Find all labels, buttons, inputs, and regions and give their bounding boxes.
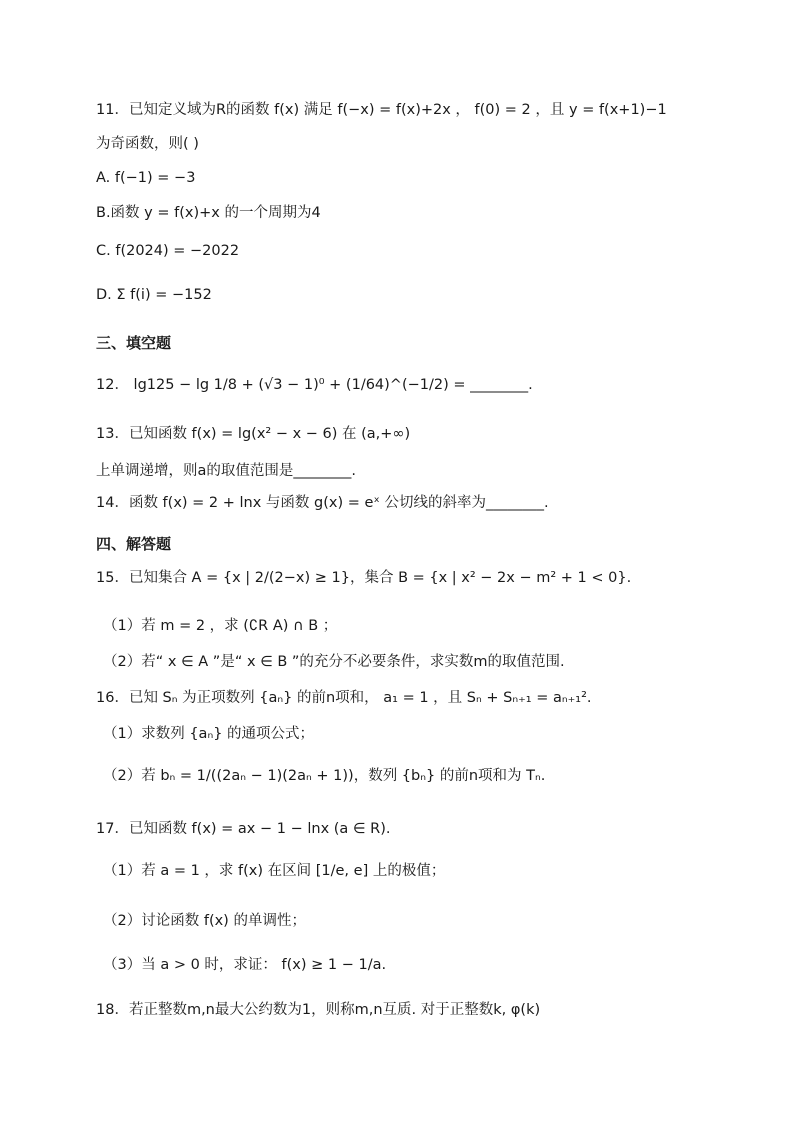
text-line-q14: 14．函数 f(x) = 2 + lnx 与函数 g(x) = eˣ 公切线的斜率为________. (96, 495, 549, 511)
text-line-q11_b: B.函数 y = f(x)+x 的一个周期为4 (96, 205, 321, 221)
text-line-q17_3: （3）当 a > 0 时，求证： f(x) ≥ 1 − 1/a. (103, 957, 387, 973)
text-line-q15_2: （2）若“ x ∈ A ”是“ x ∈ B ”的充分不必要条件，求实数m的取值范围. (103, 654, 565, 670)
text-line-q17_1: （1）若 a = 1 ，求 f(x) 在区间 [1/e, e] 上的极值； (103, 863, 446, 879)
text-line-q11_l2: 为奇函数，则( ) (96, 136, 199, 152)
text-line-q16: 16．已知 Sₙ 为正项数列 {aₙ} 的前n项和， a₁ = 1 ，且 Sₙ + Sₙ₊₁ = aₙ₊₁². (96, 690, 592, 706)
text-line-sec4: 四、解答题 (96, 535, 172, 553)
text-line-q11_a: A. f(−1) = −3 (96, 170, 196, 186)
text-line-q13_l1: 13．已知函数 f(x) = lg(x² − x − 6) 在 (a,+∞) (96, 426, 411, 442)
text-line-q11_d: D. Σ f(i) = −152 (96, 287, 212, 303)
text-line-q13_l2: 上单调递增，则a的取值范围是________. (96, 463, 356, 479)
text-line-q12: 12． lg125 − lg 1/8 + (√3 − 1)⁰ + (1/64)^(−1/2) = ________. (96, 377, 533, 393)
text-line-q16_1: （1）求数列 {aₙ} 的通项公式； (103, 726, 315, 742)
text-line-q17_2: （2）讨论函数 f(x) 的单调性； (103, 913, 306, 929)
text-line-q15: 15．已知集合 A = {x | 2/(2−x) ≥ 1}，集合 B = {x | x² − 2x − m² + 1 < 0}. (96, 570, 632, 586)
text-line-sec3: 三、填空题 (96, 334, 172, 352)
text-line-q15_1: （1）若 m = 2 ，求 (∁R A) ∩ B ； (103, 618, 338, 634)
text-line-q11_l1: 11．已知定义域为R的函数 f(x) 满足 f(−x) = f(x)+2x ， f(0) = 2 ，且 y = f(x+1)−1 (96, 102, 667, 118)
text-line-q18: 18．若正整数m,n最大公约数为1，则称m,n互质. 对于正整数k, φ(k) (96, 1002, 541, 1018)
text-line-q17: 17．已知函数 f(x) = ax − 1 − lnx (a ∈ R). (96, 821, 391, 837)
text-line-q16_2: （2）若 bₙ = 1/((2aₙ − 1)(2aₙ + 1))，数列 {bₙ} 的前n项和为 Tₙ. (103, 768, 546, 784)
text-line-q11_c: C. f(2024) = −2022 (96, 243, 240, 259)
